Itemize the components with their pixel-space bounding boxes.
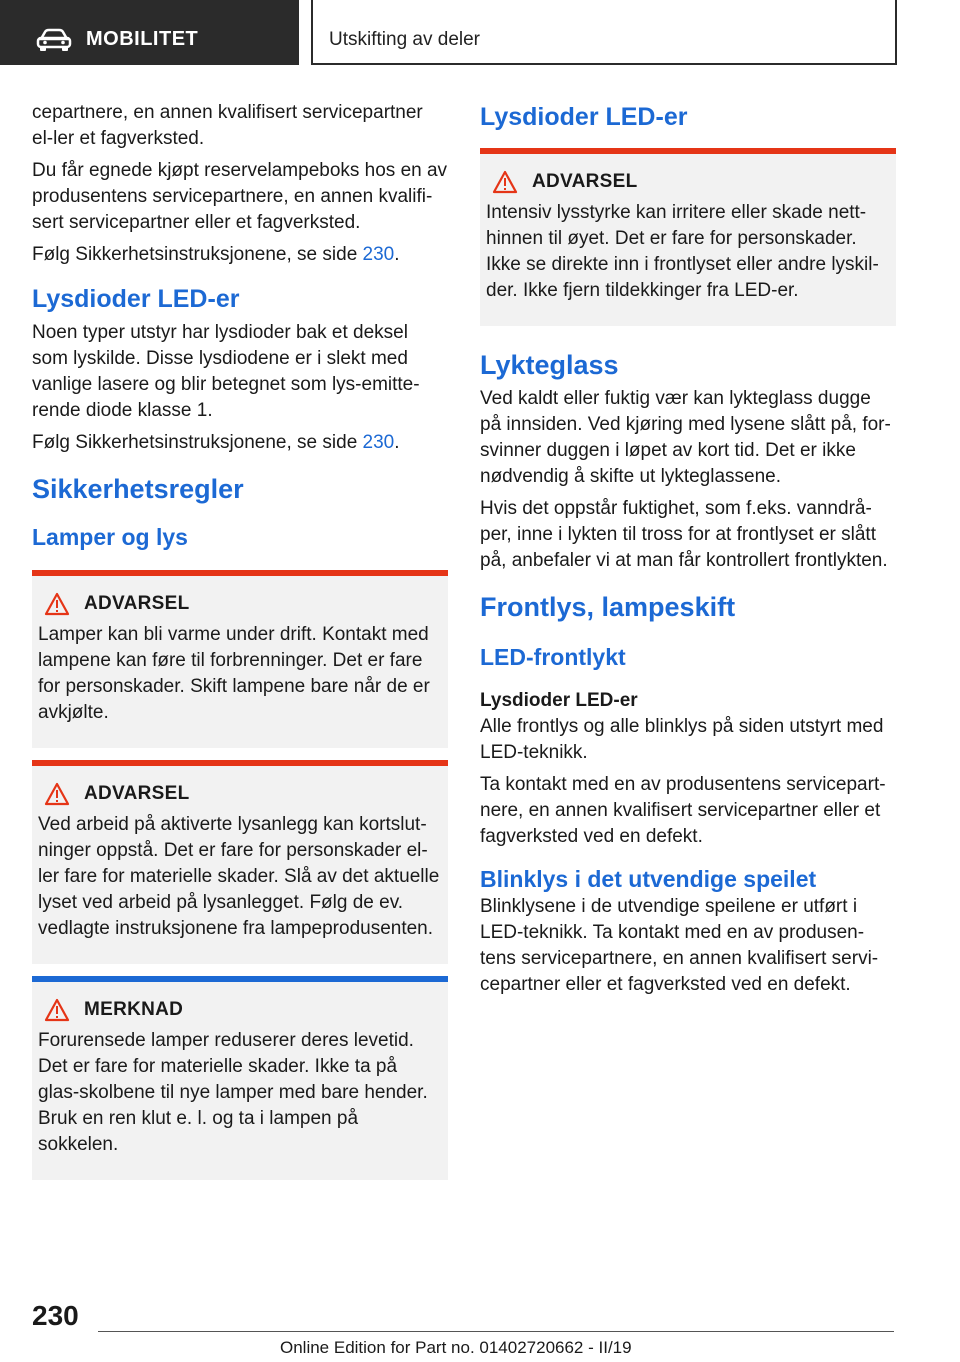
paragraph: Blinklysene i de utvendige speilene er utført i LED-teknikk. Ta kontakt med en av produsen-tens servicepartnere, en annen kvalifisert servi-cepartner eller et fagverksted ved en defekt.: [480, 896, 879, 995]
heading-mirror-blinker: Blinklys i det utvendige speilet: [480, 866, 817, 892]
warning-box: [32, 570, 448, 748]
subheading-led: Lysdioder LED-er: [480, 690, 638, 711]
note-text: Forurensede lamper reduserer deres levetid. Det er fare for materielle skader. Ikke ta på glas-skolbene til nye lamper med bare hender. Bruk en ren klut e. l. og ta i lampen på sokkelen.: [38, 1030, 428, 1155]
page-number: 230: [32, 1300, 79, 1331]
warning-title: ADVARSEL: [84, 783, 190, 804]
heading-lamp-change: Frontlys, lampeskift: [480, 592, 736, 622]
warning-icon: [492, 170, 518, 194]
paragraph-text: Følg Sikkerhetsinstruksjonene, se side: [32, 244, 363, 265]
heading-safety: Sikkerhetsregler: [32, 474, 244, 504]
chapter-title: Utskifting av deler: [329, 29, 481, 50]
paragraph-text: Følg Sikkerhetsinstruksjonene, se side: [32, 432, 363, 453]
warning-text: Lamper kan bli varme under drift. Kontakt med lampene kan føre til forbrenninger. Det er fare for personskader. Skift lampene bare når de er avkjølte.: [38, 624, 430, 723]
footer-edition: Online Edition for Part no. 01402720662 - II/19: [280, 1338, 632, 1357]
warning-title: ADVARSEL: [84, 593, 190, 614]
paragraph: Noen typer utstyr har lysdioder bak et deksel som lyskilde. Disse lysdiodene er i slekt med vanlige lasere og blir betegnet som lys-emitte-rende diode klasse 1.: [32, 322, 420, 421]
warning-icon: [44, 998, 70, 1022]
warning-text: Ved arbeid på aktiverte lysanlegg kan kortslut-ninger oppstå. Det er fare for personskader el-ler fare for materielle skader. Slå av det aktuelle lyset ved arbeid på lysanlegget. Følg de ev. vedlagte instruksjonene fra lampeprodusenten.: [38, 814, 440, 939]
heading-lamps: Lamper og lys: [32, 524, 188, 550]
heading-led-headlight: LED-frontlykt: [480, 644, 626, 670]
paragraph: Hvis det oppstår fuktighet, som f.eks. vanndrå-per, inne i lykten til tross for at frontlyset er slått på, anbefaler vi at man får kontrollert frontlykten.: [480, 498, 888, 571]
chapter-header: [311, 0, 897, 65]
warning-box: [32, 760, 448, 964]
note-box: [32, 976, 448, 1180]
warning-icon: [44, 592, 70, 616]
paragraph: Alle frontlys og alle blinklys på siden utstyrt med LED-teknikk.: [480, 716, 884, 763]
paragraph: Ta kontakt med en av produsentens servicepart-nere, en annen kvalifisert servicepartner eller et fagverksted ved en defekt.: [480, 774, 886, 847]
warning-box: [480, 148, 896, 326]
warning-icon: [44, 782, 70, 806]
heading-lens: Lykteglass: [480, 350, 619, 380]
heading-led: Lysdioder LED-er: [480, 103, 688, 131]
paragraph: Ved kaldt eller fuktig vær kan lykteglass dugge på innsiden. Ved kjøring med lysene slått på, for-svinner duggen i løpet av kort tid. Det er ikke nødvendig å skifte ut lykteglassene.: [480, 388, 891, 487]
warning-text: Intensiv lysstyrke kan irritere eller skade nett-hinnen til øyet. Det er fare for personskader. Ikke se direkte inn i frontlyset eller andre lyskil-der. Ikke fjern tildekkinger fra LED-er.: [486, 202, 879, 301]
paragraph: Du får egnede kjøpt reservelampeboks hos en av produsentens servicepartnere, en annen kvalifi-sert servicepartner eller et fagverksted.: [32, 160, 448, 233]
page-link[interactable]: 230: [362, 432, 395, 453]
heading-led: Lysdioder LED-er: [32, 285, 240, 313]
footer-divider: [98, 1331, 894, 1332]
page-link[interactable]: 230: [362, 244, 395, 265]
paragraph: cepartnere, en annen kvalifisert servicepartner el-ler et fagverksted.: [32, 102, 423, 149]
paragraph: Følg Sikkerhetsinstruksjonene, se side 230.: [32, 432, 400, 453]
left-column: [32, 100, 448, 1194]
section-label: MOBILITET: [86, 28, 199, 50]
section-tab: [0, 0, 299, 65]
car-icon: [36, 28, 72, 52]
paragraph: Følg Sikkerhetsinstruksjonene, se side 230.: [32, 244, 400, 265]
note-title: MERKNAD: [84, 999, 184, 1020]
warning-title: ADVARSEL: [532, 171, 638, 192]
right-column: [480, 100, 896, 1004]
